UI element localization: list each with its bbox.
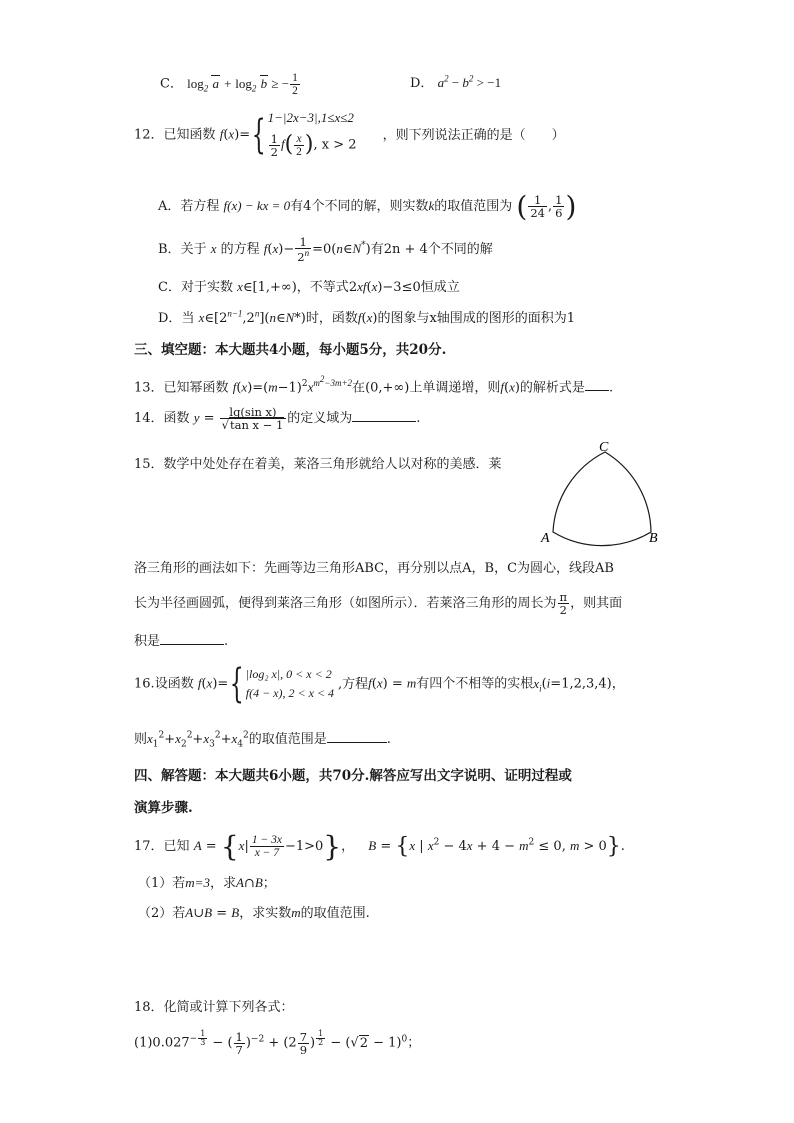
q13-text1: 已知幂函数 xyxy=(163,380,229,396)
q12-case-1: 1−|2x−3|,1≤x≤2 xyxy=(267,110,354,125)
q12-d-text1: 当 xyxy=(181,311,195,326)
q18-text: 化简或计算下列各式： xyxy=(163,1000,294,1015)
section-4-title-line-1: 四、解答题：本大题共6小题，共70分.解答应写出文字说明、证明过程或 xyxy=(134,768,572,784)
q12-d-text3: 的图象与x轴围成的图形的面积为1 xyxy=(377,311,576,326)
figure-label-a: A xyxy=(541,531,550,546)
q16-text4: ， xyxy=(611,676,625,692)
q12-c-text1: 对于实数 xyxy=(180,280,233,295)
q12-stem-before: 已知函数 xyxy=(163,127,216,143)
q12-a-expression: f(x) − kx = 0 xyxy=(223,198,291,213)
q14-end: . xyxy=(416,411,421,427)
q14-text1: 函数 xyxy=(163,411,190,427)
q12-c-label: C． xyxy=(158,280,181,295)
q18-stem xyxy=(134,996,294,1015)
q17-part-1: （1）若m=3，求A∩B； xyxy=(138,875,276,891)
q12-a-k: k xyxy=(428,198,435,213)
figure-label-c: C xyxy=(599,440,609,455)
q18-end: ； xyxy=(407,1035,421,1051)
q18-p1-label: (1) xyxy=(134,1035,153,1051)
q12-option-b: B．关于 x 的方程 f(x)− $\frac{1}{2^n}$ =0(n∈N*)有2n + 4个不同的解 xyxy=(158,235,493,264)
q15-line4: 积是 xyxy=(134,634,161,649)
q12-d-label: D． xyxy=(158,311,182,326)
q16-number: 16. xyxy=(134,676,155,692)
q16-line2b: 的取值范围是 xyxy=(248,732,327,747)
q17-stem: 17．已知 A = {x| $\frac{1 - 3x}{x - 7}$ −1>0}， B = {x | $x^2 - 4x + 4 - m^2 \le 0$, m > 0}. xyxy=(134,830,625,863)
reuleaux-triangle-outline xyxy=(553,452,651,546)
q17-text1: 已知 xyxy=(163,839,190,854)
q16-answer-blank[interactable] xyxy=(327,730,387,743)
q15-perimeter-num: π xyxy=(559,590,568,604)
q16-case-2: f(4 − x), 2 < x < 4 xyxy=(245,686,335,700)
q12-d-text2: 时，函数 xyxy=(305,311,358,326)
q17-p2-end: 的取值范围. xyxy=(300,906,370,921)
q15-number: 15． xyxy=(134,457,164,472)
q15-answer-blank[interactable] xyxy=(160,632,224,645)
q14-answer-blank[interactable] xyxy=(352,409,416,422)
q15-line3b: ，则其面 xyxy=(570,596,623,612)
reuleaux-triangle-figure xyxy=(535,440,665,550)
q13-end: . xyxy=(608,380,614,396)
q12-c-text2: ，不等式 xyxy=(296,280,349,295)
q12-a-text3: 的取值范围为 xyxy=(434,199,513,214)
q12-number: 12． xyxy=(134,127,164,143)
q17-p1-text: ，求 xyxy=(209,876,236,891)
q12-stem: 12．已知函数 f(x)={ 1−|2x−3|,1≤x≤2 $\frac{1}{2}$ f( $\frac{x}{2}$ ), x > 2 ，则下列说法正确的是（ ） xyxy=(134,110,565,159)
q14-denominator: tan x − 1 xyxy=(229,418,284,433)
q15-end: . xyxy=(224,634,229,649)
figure-label-b: B xyxy=(649,531,658,546)
q14: 14．函数 y = $\frac{\text{lg(sin x)}}{\text{√tan x − 1}}$ 的定义域为 . xyxy=(134,405,421,433)
q16-end: . xyxy=(386,732,391,747)
q12-c-text3: 恒成立 xyxy=(420,280,460,295)
q15-line-2: 洛三角形的画法如下：先画等边三角形ABC，再分别以点A，B，C为圆心，线段AB xyxy=(134,561,614,576)
section-4-title-line-2: 演算步骤. xyxy=(134,800,193,816)
q12-option-c: C．对于实数 x∈[1,+∞)，不等式2xf(x)−3≤0恒成立 xyxy=(158,279,460,295)
q11-option-c xyxy=(160,72,301,97)
q15-line3a: 长为半径画圆弧，便得到莱洛三角形（如图所示）．若莱洛三角形的周长为 xyxy=(134,596,557,612)
q11-d-expression: $a^2 - b^2 > -1$ xyxy=(437,73,502,90)
q12-a-text1: 若方程 xyxy=(180,199,220,214)
q15-line1: 数学中处处存在着美，莱洛三角形就给人以对称的美感．莱 xyxy=(163,457,502,472)
q17-p2-m: m xyxy=(291,905,301,920)
q15-line-3 xyxy=(134,591,622,616)
q16-line-2: 则$x_1^2+x_2^2+x_3^2+x_4^2$的取值范围是 . xyxy=(134,730,391,750)
q16-line-1: 16.设函数 f(x)={ |log₂ x|, 0 < x < 2 f(4 − x), 2 < x < 4 ,方程f(x) = m有四个不相等的实根$x_i(i=1,2,3,4)$， xyxy=(134,661,625,707)
q16-line2a: 则 xyxy=(134,732,148,747)
q18-part-1: $(1)0.027^{- \frac{1}{3}}$ − ( $\frac{1}{7}$ )$^{-2}$ + (2 $\frac{7}{9}$ ) $^{\frac{1}{2}}$ − $(√2 - 1)^0$； xyxy=(134,1029,421,1057)
q14-text2: 的定义域为 xyxy=(287,411,353,427)
q12-a-label: A． xyxy=(158,199,181,214)
q11-c-label: C． xyxy=(160,76,183,92)
q13-number: 13． xyxy=(134,380,164,396)
q14-numerator: lg(sin x) xyxy=(220,406,287,419)
q16-text2: ,方程 xyxy=(338,676,369,692)
q16-text3: 有四个不相等的实根 xyxy=(416,676,534,692)
q17-number: 17． xyxy=(134,839,164,854)
q12-stem-after: ，则下列说法正确的是（ ） xyxy=(382,127,565,143)
q16-text1: 设函数 xyxy=(154,676,194,692)
q16-case-1: |log₂ x|, 0 < x < 2 xyxy=(245,667,332,682)
q12-option-a: A．若方程 f(x) − kx = 0有4个不同的解，则实数k的取值范围为 ( $\frac{1}{24}$ , $\frac{1}{6}$ ) xyxy=(158,190,577,223)
q12-a-text2: 有4个不同的解，则实数 xyxy=(290,199,429,214)
section-3-title: 三、填空题：本大题共4小题，每小题5分，共20分. xyxy=(134,342,447,358)
q17-p1-condition: m=3 xyxy=(185,875,210,890)
q17-p2-text: ，求实数 xyxy=(239,906,292,921)
q17-part-2: （2）若A∪B = B，求实数m的取值范围. xyxy=(138,905,370,921)
q12-b-label: B． xyxy=(158,241,181,257)
q13-text3: 上单调递增，则 xyxy=(409,380,501,396)
q11-d-label: D． xyxy=(410,76,434,91)
q18-number: 18． xyxy=(134,1000,164,1015)
q12-b-text3: 有2n + 4个不同的解 xyxy=(370,241,493,257)
q15-perimeter-den: 2 xyxy=(559,603,567,618)
q15-line-1 xyxy=(134,453,502,472)
q13-answer-blank[interactable] xyxy=(585,378,609,391)
q13-text4: 的解析式是 xyxy=(519,380,585,396)
q13: 13．已知幂函数 $f(x)=(m-1)^2x^{m^2-3m+2}$在(0,+∞)上单调递增，则f(x)的解析式是 . xyxy=(134,374,614,396)
q11-option-d xyxy=(410,72,501,91)
q15-line-4 xyxy=(134,630,228,649)
q12-b-text1: 关于 xyxy=(180,241,207,257)
q13-text2: 在 xyxy=(352,380,366,396)
q17-p1-label: （1）若 xyxy=(138,876,186,891)
q12-option-d: D．当 $x\in[2^{n-1},2^n](n\in N*)$时，函数f(x)的图象与x轴围成的图形的面积为1 xyxy=(158,308,576,326)
q12-b-text2: 的方程 xyxy=(220,241,260,257)
q12-case-2-tail: , x > 2 xyxy=(313,137,357,153)
q14-number: 14． xyxy=(134,411,164,427)
q17-p2-label: （2）若 xyxy=(138,906,186,921)
q11-c-expression: $\log_2 a + \log_2 b$ ≥ − $\frac{1}{2}$ xyxy=(187,72,298,98)
